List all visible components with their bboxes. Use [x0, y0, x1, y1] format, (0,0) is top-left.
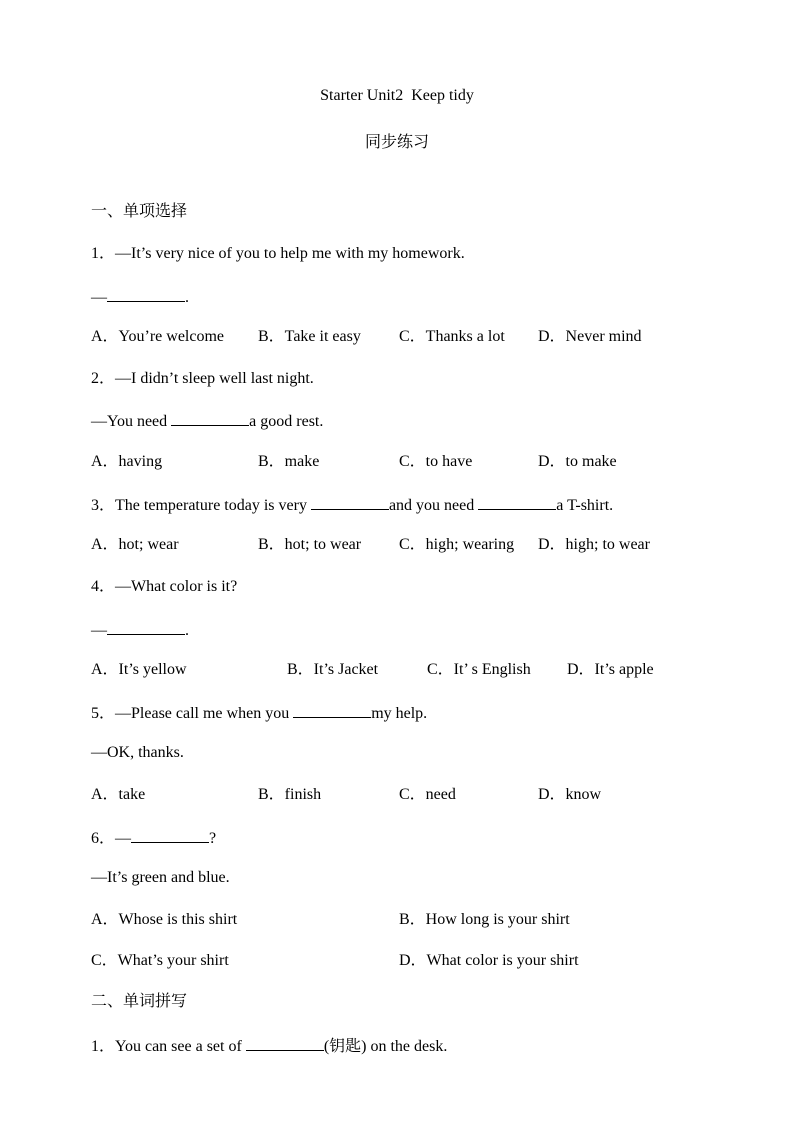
question-text: —I didn’t sleep well last night.	[115, 370, 314, 387]
option-b[interactable]: B．Take it easy	[258, 328, 361, 345]
option-c[interactable]: C．high; wearing	[399, 536, 515, 553]
question-text: —What color is it?	[115, 578, 238, 595]
question-number: 4．	[91, 578, 116, 595]
question-6-stem	[91, 827, 216, 849]
question-text: my help.	[371, 705, 428, 722]
sentence-end: .	[185, 622, 189, 639]
question-number: 1．	[91, 245, 116, 262]
question-1-answer-line	[91, 286, 189, 308]
question-number: 6．	[91, 830, 116, 847]
option-a[interactable]: A．Whose is this shirt	[91, 911, 238, 928]
question-text: and you need	[388, 497, 479, 514]
question-text: —It’s very nice of you to help me with my homework.	[115, 245, 465, 262]
option-d[interactable]: D．to make	[538, 453, 617, 470]
answer-blank[interactable]	[171, 410, 249, 426]
question-1-stem	[91, 244, 465, 264]
question-2-stem	[91, 369, 314, 389]
option-c[interactable]: C．need	[399, 786, 456, 803]
answer-blank[interactable]	[311, 494, 389, 510]
answer-blank[interactable]	[246, 1035, 324, 1051]
spelling-question-1	[91, 1035, 447, 1057]
option-d[interactable]: D．What color is your shirt	[399, 952, 579, 969]
answer-blank[interactable]	[107, 286, 185, 302]
question-number: 1．	[91, 1038, 116, 1055]
question-number: 3．	[91, 497, 116, 514]
option-d[interactable]: D．It’s apple	[567, 661, 654, 678]
question-5-reply: —OK, thanks.	[91, 744, 184, 761]
option-c[interactable]: C．to have	[399, 453, 473, 470]
question-text: You can see a set of	[115, 1038, 246, 1055]
option-a[interactable]: A．You’re welcome	[91, 328, 225, 345]
option-b[interactable]: B．make	[258, 453, 320, 470]
question-number: 5．	[91, 705, 116, 722]
section-heading-choice: 一、单项选择	[91, 203, 188, 220]
sentence-end: .	[185, 289, 189, 306]
option-d[interactable]: D．high; to wear	[538, 536, 650, 553]
page-subtitle: 同步练习	[364, 134, 429, 151]
option-b[interactable]: B．It’s Jacket	[287, 661, 379, 678]
question-4-stem	[91, 577, 237, 597]
question-5-stem	[91, 702, 427, 724]
option-a[interactable]: A．It’s yellow	[91, 661, 187, 678]
question-text: —Please call me when you	[115, 705, 294, 722]
option-d[interactable]: D．Never mind	[538, 328, 642, 345]
option-d[interactable]: D．know	[538, 786, 602, 803]
question-text: a T-shirt.	[556, 497, 614, 514]
dialogue-dash: —	[91, 289, 107, 306]
option-b[interactable]: B．hot; to wear	[258, 536, 362, 553]
option-a[interactable]: A．having	[91, 453, 163, 470]
question-text: —	[115, 830, 132, 847]
question-3-stem	[91, 494, 613, 516]
question-6-reply: —It’s green and blue.	[91, 869, 230, 886]
question-text: The temperature today is very	[115, 497, 311, 514]
question-text: ?	[209, 830, 217, 847]
option-a[interactable]: A．hot; wear	[91, 536, 179, 553]
question-number: 2．	[91, 370, 116, 387]
dialogue-dash: —	[91, 622, 107, 639]
answer-blank[interactable]	[131, 827, 209, 843]
option-b[interactable]: B．finish	[258, 786, 322, 803]
question-4-answer-line	[91, 619, 189, 641]
answer-blank[interactable]	[107, 619, 185, 635]
answer-blank[interactable]	[478, 494, 556, 510]
option-c[interactable]: C．What’s your shirt	[91, 952, 229, 969]
option-c[interactable]: C．It’ s English	[427, 661, 531, 678]
question-text: —You need	[91, 413, 172, 430]
option-c[interactable]: C．Thanks a lot	[399, 328, 505, 345]
question-text: (钥匙) on the desk.	[323, 1038, 448, 1055]
option-a[interactable]: A．take	[91, 786, 146, 803]
page-title: Starter Unit2 Keep tidy	[320, 87, 474, 104]
question-2-answer-line	[91, 410, 323, 432]
answer-blank[interactable]	[293, 702, 371, 718]
question-text: a good rest.	[249, 413, 324, 430]
option-b[interactable]: B．How long is your shirt	[399, 911, 570, 928]
section-heading-spelling: 二、单词拼写	[91, 993, 188, 1010]
